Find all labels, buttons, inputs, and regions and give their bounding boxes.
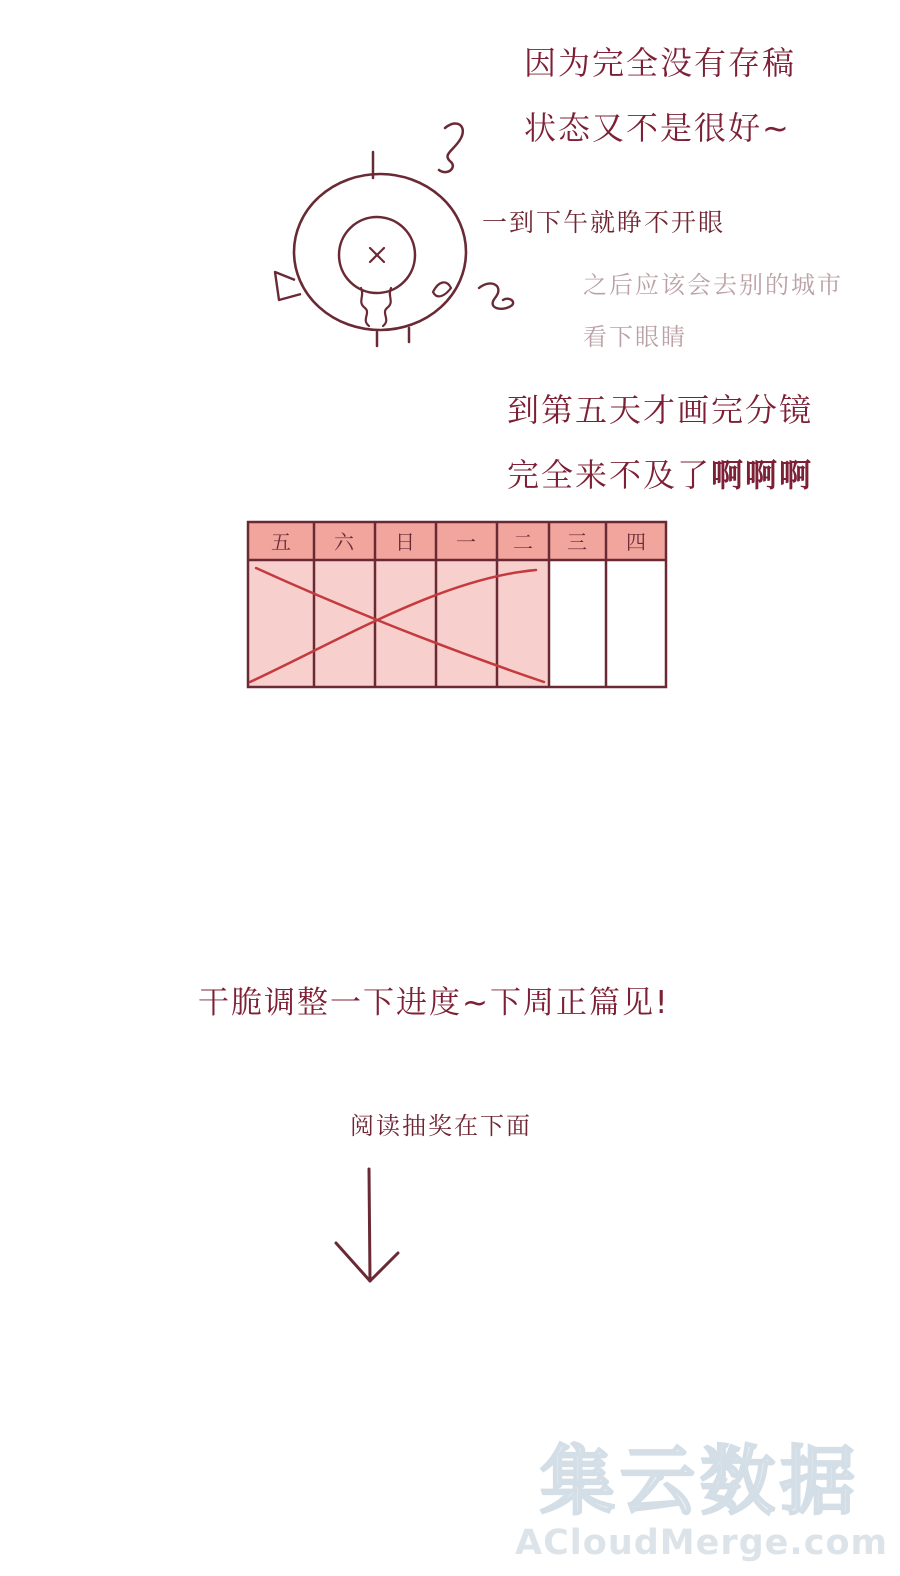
down-arrow-icon <box>330 1165 410 1290</box>
day-label: 日 <box>395 530 415 554</box>
weekly-schedule-table <box>244 518 670 693</box>
day-label: 五 <box>271 530 291 554</box>
day-label: 六 <box>334 530 354 554</box>
text-not-good-state: 状态又不是很好~ <box>524 109 791 147</box>
text-sleepy-afternoon: 一到下午就睁不开眼 <box>482 208 726 237</box>
watermark-english: ACloudMerge.com <box>515 1523 888 1563</box>
text-fifth-day-storyboard: 到第五天才画完分镜 <box>507 391 814 429</box>
watermark-chinese: 集云数据 <box>539 1437 860 1525</box>
day-label: 一 <box>456 530 476 554</box>
day-label: 三 <box>567 530 587 554</box>
text-lottery-below: 阅读抽奖在下面 <box>350 1112 532 1140</box>
day-label: 四 <box>626 530 646 554</box>
text-adjust-schedule: 干脆调整一下进度~下周正篇见! <box>198 985 670 1021</box>
text-no-time-prefix: 完全来不及了 <box>507 456 712 494</box>
text-no-time <box>507 450 813 496</box>
watermark <box>515 1437 888 1563</box>
text-aaa: 啊啊啊 <box>711 456 814 494</box>
day-label: 二 <box>513 530 533 554</box>
text-no-drafts: 因为完全没有存稿 <box>524 44 797 82</box>
text-eye-check: 看下眼睛 <box>583 323 687 351</box>
text-other-city: 之后应该会去别的城市 <box>583 271 843 299</box>
